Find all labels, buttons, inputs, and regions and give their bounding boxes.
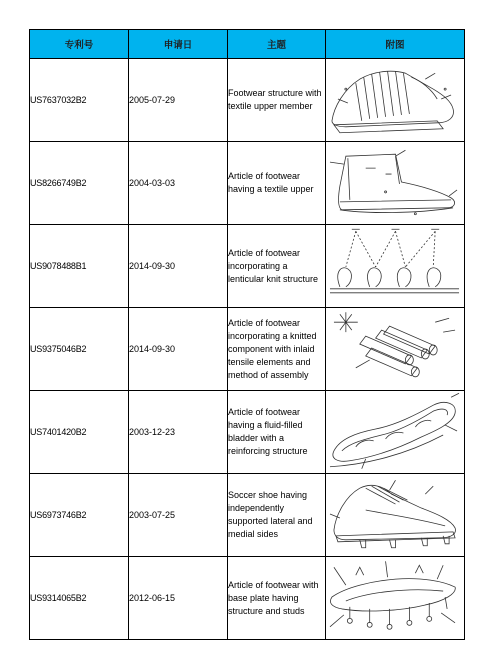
table-row xyxy=(30,59,465,142)
patent-title: Article of footwear incorporating a knitted component with inlaid tensile elements and method of assembly xyxy=(228,308,326,391)
filing-date: 2004-03-03 xyxy=(129,142,228,225)
filing-date: 2003-07-25 xyxy=(129,474,228,557)
filing-date: 2012-06-15 xyxy=(129,557,228,640)
table-row xyxy=(30,391,465,474)
header-figure: 附图 xyxy=(326,30,465,59)
patent-number: US8266749B2 xyxy=(30,142,129,225)
soccer-shoe-drawing-icon xyxy=(326,474,464,556)
patent-number: US9375046B2 xyxy=(30,308,129,391)
header-filing-date: 申请日 xyxy=(129,30,228,59)
patent-number: US9314065B2 xyxy=(30,557,129,640)
sole-bladder-drawing-icon xyxy=(326,391,464,473)
patent-figure xyxy=(326,142,465,225)
table-row xyxy=(30,557,465,640)
patent-number: US6973746B2 xyxy=(30,474,129,557)
knitted-tubes-drawing-icon xyxy=(326,308,464,390)
patent-table xyxy=(29,29,465,640)
patent-number: US9078488B1 xyxy=(30,225,129,308)
patent-figure xyxy=(326,225,465,308)
filing-date: 2014-09-30 xyxy=(129,225,228,308)
patent-title: Footwear structure with textile upper member xyxy=(228,59,326,142)
patent-figure xyxy=(326,557,465,640)
patent-number: US7401420B2 xyxy=(30,391,129,474)
filing-date: 2014-09-30 xyxy=(129,308,228,391)
table-row xyxy=(30,308,465,391)
patent-figure xyxy=(326,59,465,142)
patent-title: Article of footwear having a textile upper xyxy=(228,142,326,225)
header-subject: 主题 xyxy=(228,30,326,59)
table-row xyxy=(30,474,465,557)
filing-date: 2003-12-23 xyxy=(129,391,228,474)
table-row xyxy=(30,225,465,308)
patent-figure xyxy=(326,391,465,474)
patent-title: Soccer shoe having independently supported lateral and medial sides xyxy=(228,474,326,557)
base-plate-studs-drawing-icon xyxy=(326,557,464,639)
table-row xyxy=(30,142,465,225)
boot-textile-upper-drawing-icon xyxy=(326,142,464,224)
patent-title: Article of footwear having a fluid-filled bladder with a reinforcing structure xyxy=(228,391,326,474)
table-header-row xyxy=(30,30,465,59)
shoe-textile-upper-drawing-icon xyxy=(326,59,464,141)
filing-date: 2005-07-29 xyxy=(129,59,228,142)
header-patent-number: 专利号 xyxy=(30,30,129,59)
patent-title: Article of footwear incorporating a lenticular knit structure xyxy=(228,225,326,308)
lenticular-knit-drawing-icon xyxy=(326,225,464,307)
patent-number: US7637032B2 xyxy=(30,59,129,142)
patent-figure xyxy=(326,308,465,391)
patent-title: Article of footwear with base plate having structure and studs xyxy=(228,557,326,640)
patent-figure xyxy=(326,474,465,557)
